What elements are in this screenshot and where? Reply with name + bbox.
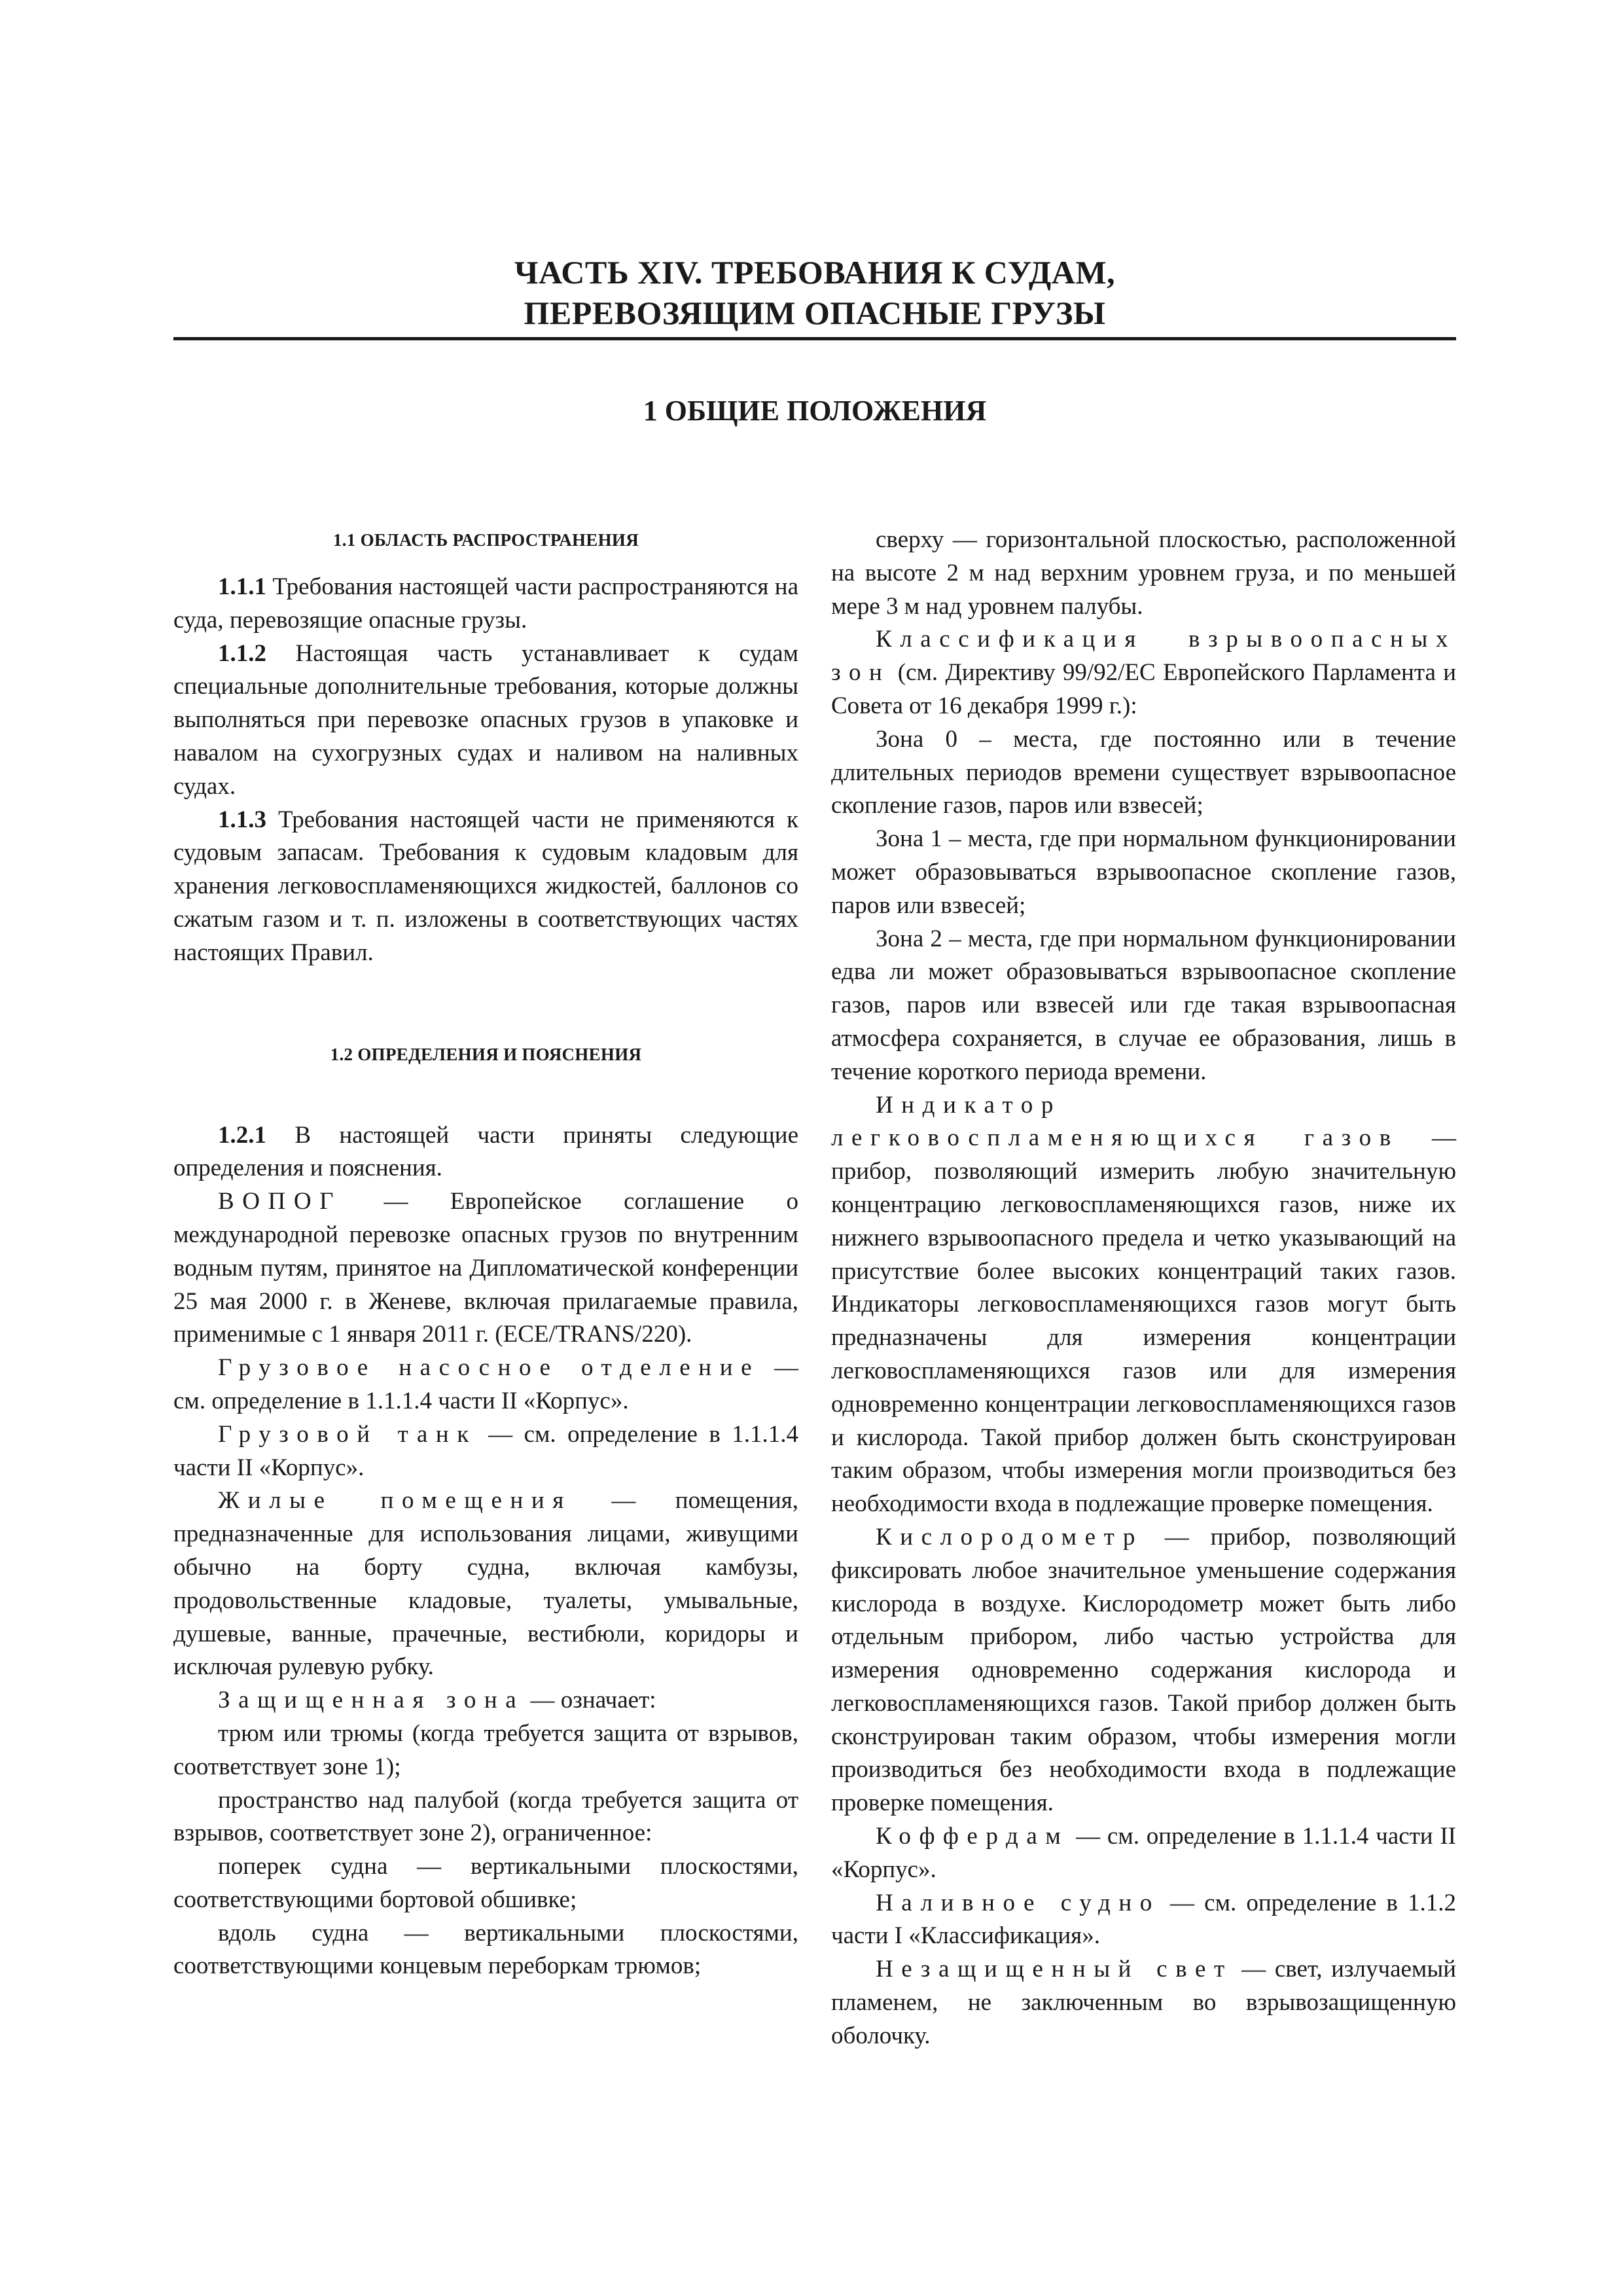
paragraph-1-1-3 (173, 804, 798, 970)
clause-number: 1.1.2 (218, 639, 266, 667)
definition-text: (см. Директиву 99/92/EC Европейского Парламента и Совета от 16 декабря 1999 г.): (831, 659, 1456, 719)
definition-term: Классификация взрывоопасных зон (831, 626, 1456, 687)
definition-text: — прибор, позволяющий измерить любую значительную концентрацию легковоспламеняющихся газов, ниже их нижнего взрывоопасного предела и четко указывающий на присутствие более высоких концентраций таких газов. Индикаторы легковоспламеняющихся газов могут быть предназначены для измерения концентрации легковоспламеняющихся газов или для измерения одновременно концентрации легковоспламеняющихся газов и кислорода. Такой прибор должен быть сконструирован таким образом, чтобы измерения могли производиться без необходимости входа в подлежащие проверке помещения. (831, 1124, 1456, 1518)
clause-text: Требования настоящей части не применяются к судовым запасам. Требования к судовым кладовым для хранения легковоспламеняющихся жидкостей, баллонов со сжатым газом и т. п. изложены в соответствующих частях настоящих Правил. (173, 806, 798, 966)
section-heading: 1 ОБЩИЕ ПОЛОЖЕНИЯ (643, 395, 987, 427)
left-column (173, 524, 798, 1983)
definition-open-light (831, 1953, 1456, 2053)
definition-text: — прибор, позволяющий фиксировать любое значительное уменьшение содержания кислорода в воздухе. Кислородометр может быть либо отдельным прибором, либо частью устройства для измерения одновременно содержания кислорода и легковоспламеняющихся газов. Такой прибор должен быть сконструирован таким образом, чтобы измерения могли производиться без необходимости входа в подлежащие проверке помещения. (831, 1523, 1456, 1817)
subsection-heading-1-1: 1.1 ОБЛАСТЬ РАСПРОСТРАНЕНИЯ (332, 530, 639, 550)
definition-hazard-zones (831, 623, 1456, 723)
part-title (173, 252, 1456, 333)
definition-term: Коффердам (876, 1823, 1069, 1850)
definition-term: Защищенная зона (218, 1687, 525, 1714)
definition-term: Незащищенный свет (876, 1956, 1233, 1983)
definition-term: Грузовое насосное отделение (218, 1354, 760, 1382)
zone-item: трюм или трюмы (когда требуется защита от взрывов, соответствует зоне 1); (173, 1719, 798, 1780)
clause-text: В настоящей части приняты следующие определения и пояснения. (173, 1121, 798, 1182)
clause-number: 1.2.1 (218, 1121, 266, 1149)
definition-text: — см. определение в 1.1.1.4 части II «Корпус». (173, 1354, 798, 1414)
zone-item: вдоль судна — вертикальными плоскостями, соответствующими концевым переборкам трюмов; (173, 1919, 798, 1980)
definition-term: Кислородометр (876, 1523, 1143, 1551)
definition-protected-zone (173, 1684, 798, 1717)
definition-text: — означает: (524, 1687, 656, 1714)
zone-2: Зона 2 – места, где при нормальном функционировании едва ли может образовываться взрывоопасное скопление газов, паров или взвесей или где такая взрывоопасная атмосфера сохраняется, в случае ее образования, лишь в течение короткого периода времени. (831, 925, 1456, 1085)
paragraph-1-1-2 (173, 637, 798, 804)
paragraph-1-1-1 (173, 571, 798, 637)
clause-text: Требования настоящей части распространяются на суда, перевозящие опасные грузы. (173, 573, 798, 634)
zone-item-top: сверху — горизонтальной плоскостью, расположенной на высоте 2 м над верхним уровнем груза, и по меньшей мере 3 м над уровнем палубы. (831, 526, 1456, 620)
definition-cargo-pump-room (173, 1352, 798, 1418)
definition-gas-indicator (831, 1089, 1456, 1521)
definition-tanker (831, 1887, 1456, 1954)
definition-cofferdam (831, 1820, 1456, 1887)
subsection-heading-1-2: 1.2 ОПРЕДЕЛЕНИЯ И ПОЯСНЕНИЯ (330, 1044, 642, 1064)
definition-cargo-tank (173, 1418, 798, 1485)
clause-number: 1.1.1 (218, 573, 266, 600)
definition-living-quarters (173, 1484, 798, 1684)
definition-term: Наливное судно (876, 1889, 1160, 1916)
definition-text: — Европейское соглашение о международной перевозке опасных грузов по внутренним водным путям, принятое на Дипломатической конференции 25 мая 2000 г. в Женеве, включая прилагаемые правила, применимые с 1 января 2011 г. (ECE/TRANS/220). (173, 1188, 798, 1348)
clause-text: Настоящая часть устанавливает к судам специальные дополнительные требования, которые должны выполняться при перевозке опасных грузов в упаковке и навалом на сухогрузных судах и наливом на наливных судах. (173, 639, 798, 800)
definition-text: — свет, излучаемый пламенем, не заключенным во взрывозащищенную оболочку. (831, 1956, 1456, 2049)
definition-term: Индикатор легковоспламеняющихся газов (831, 1091, 1399, 1152)
paragraph-1-2-1 (173, 1119, 798, 1186)
clause-number: 1.1.3 (218, 806, 266, 833)
definition-term: ВОПОГ (218, 1188, 342, 1215)
definition-text: — помещения, предназначенные для использования лицами, живущими обычно на борту судна, включая камбузы, продовольственные кладовые, туалеты, умывальные, душевые, ванные, прачечные, вестибюли, коридоры и исключая рулевую рубку. (173, 1487, 798, 1681)
definition-term: Грузовой танк (218, 1420, 477, 1448)
definition-vopog (173, 1185, 798, 1352)
title-divider (173, 337, 1456, 340)
part-title-line-1: ЧАСТЬ XIV. ТРЕБОВАНИЯ К СУДАМ, (514, 254, 1116, 291)
definition-oxygen-meter (831, 1521, 1456, 1820)
zone-item: пространство над палубой (когда требуется защита от взрывов, соответствует зоне 2), ограниченное: (173, 1786, 798, 1847)
zone-item: поперек судна — вертикальными плоскостями, соответствующими бортовой обшивке; (173, 1853, 798, 1913)
part-title-line-2: ПЕРЕВОЗЯЩИМ ОПАСНЫЕ ГРУЗЫ (524, 295, 1106, 331)
definition-text: — см. определение в 1.1.1.4 части II «Корпус». (831, 1823, 1456, 1883)
zone-1: Зона 1 – места, где при нормальном функционировании может образовываться взрывоопасное скопление газов, паров или взвесей; (831, 825, 1456, 919)
zone-0: Зона 0 – места, где постоянно или в течение длительных периодов времени существует взрывоопасное скопление газов, паров или взвесей; (831, 725, 1456, 819)
definition-text: — см. определение в 1.1.1.4 части II «Корпус». (173, 1420, 798, 1481)
definition-text: — см. определение в 1.1.2 части I «Классификация». (831, 1889, 1457, 1950)
right-column (831, 524, 1456, 2053)
definition-term: Жилые помещения (218, 1487, 572, 1515)
